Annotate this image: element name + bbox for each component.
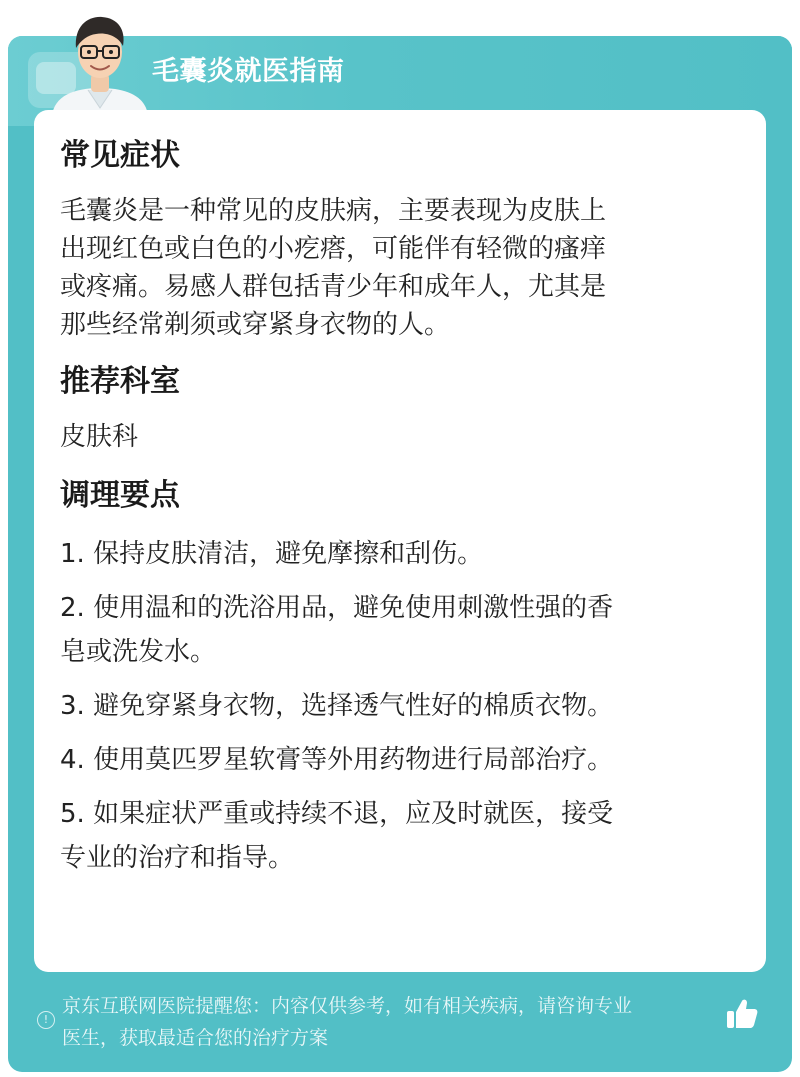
care-item-number: 2. [60, 593, 85, 623]
footer-line: 京东互联网医院提醒您：内容仅供参考，如有相关疾病，请咨询专业 [62, 995, 633, 1017]
department-value: 皮肤科 [60, 422, 139, 452]
info-icon: ! [37, 1011, 55, 1029]
page-title: 毛囊炎就医指南 [152, 56, 345, 87]
footer-disclaimer [62, 990, 727, 1054]
care-item-text: 使用莫匹罗星软膏等外用药物进行局部治疗。 [93, 745, 614, 775]
care-item-number: 3. [60, 691, 85, 721]
doctor-avatar-icon [44, 4, 156, 116]
section-title-care: 调理要点 [60, 478, 180, 513]
care-item-text: 如果症状严重或持续不退，应及时就医，接受 [93, 799, 614, 829]
care-item-text: 专业的治疗和指导。 [60, 843, 295, 873]
section-title-department: 推荐科室 [60, 364, 180, 399]
content-card [34, 110, 766, 972]
thumbs-up-icon[interactable] [724, 996, 760, 1032]
symptoms-line: 那些经常剃须或穿紧身衣物的人。 [60, 310, 451, 340]
section-title-symptoms: 常见症状 [60, 138, 180, 173]
care-item-1 [60, 532, 740, 576]
care-item-text: 保持皮肤清洁，避免摩擦和刮伤。 [93, 539, 484, 569]
care-item-text: 皂或洗发水。 [60, 637, 217, 667]
symptoms-line: 出现红色或白色的小疙瘩，可能伴有轻微的瘙痒 [60, 234, 607, 264]
symptoms-text [60, 192, 740, 344]
care-item-number: 4. [60, 745, 85, 775]
care-item-2 [60, 586, 740, 674]
care-item-number: 5. [60, 799, 85, 829]
care-item-text: 使用温和的洗浴用品，避免使用刺激性强的香 [93, 593, 614, 623]
footer-line: 医生，获取最适合您的治疗方案 [62, 1027, 329, 1049]
care-item-text: 避免穿紧身衣物，选择透气性好的棉质衣物。 [93, 691, 614, 721]
symptoms-line: 毛囊炎是一种常见的皮肤病，主要表现为皮肤上 [60, 196, 607, 226]
care-item-4 [60, 738, 740, 782]
care-item-5 [60, 792, 740, 880]
care-item-number: 1. [60, 539, 85, 569]
symptoms-line: 或疼痛。易感人群包括青少年和成年人，尤其是 [60, 272, 607, 302]
care-item-3 [60, 684, 740, 728]
